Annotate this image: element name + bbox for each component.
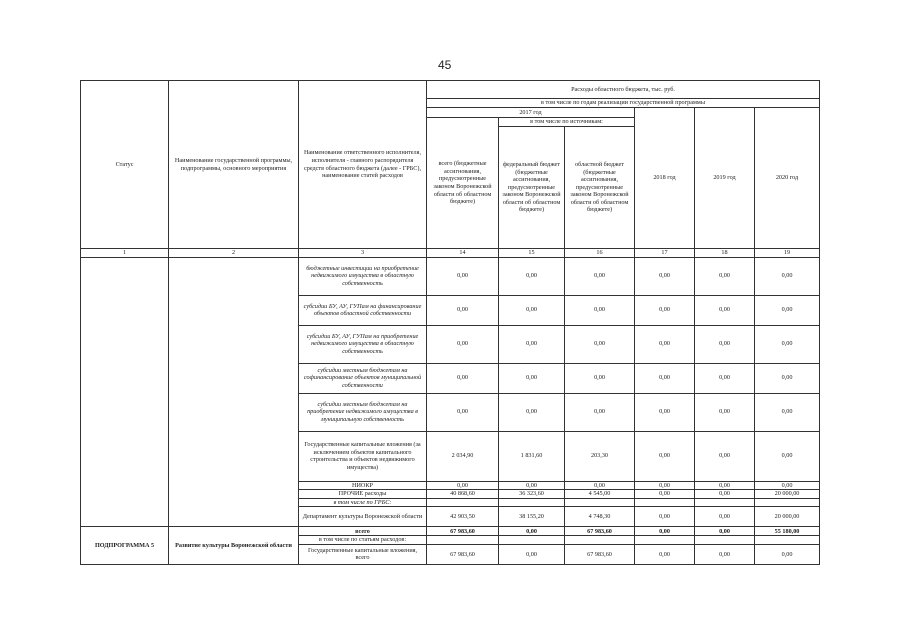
row-name: бюджетные инвестиции на приобретение недвижимого имущества в областную собственность	[299, 257, 427, 295]
value-cell: 0,00	[427, 295, 499, 325]
value-cell: 0,00	[755, 363, 820, 393]
value-cell: 0,00	[695, 481, 755, 490]
value-cell: 0,00	[635, 527, 695, 536]
value-cell: 0,00	[635, 431, 695, 481]
value-cell: 0,00	[695, 257, 755, 295]
value-cell: 0,00	[499, 527, 565, 536]
value-cell-empty	[755, 536, 820, 545]
value-cell: 0,00	[755, 431, 820, 481]
value-cell: 0,00	[635, 363, 695, 393]
table-row	[81, 257, 820, 295]
col-num-15: 15	[499, 249, 565, 258]
value-cell: 67 983,60	[565, 527, 635, 536]
subprogram-status: ПОДПРОГРАММА 5	[81, 527, 169, 565]
row-name: субсидии местным бюджетам на приобретение недвижимого имущества в муниципальную собственность	[299, 393, 427, 431]
col-num-17: 17	[635, 249, 695, 258]
value-cell: 0,00	[635, 507, 695, 527]
value-cell: 0,00	[565, 481, 635, 490]
row-name: субсидии БУ, АУ, ГУПам на финансирование объектов областной собственности	[299, 295, 427, 325]
row-name: Государственные капитальные вложения (за исключением объектов капитального строительства и объектов недвижимого имущества)	[299, 431, 427, 481]
value-cell: 36 323,60	[499, 490, 565, 499]
value-cell-empty	[635, 536, 695, 545]
subprogram-name: Развитие культуры Воронежской области	[169, 527, 299, 565]
value-cell: 0,00	[695, 295, 755, 325]
value-cell: 0,00	[695, 431, 755, 481]
header-federal: федеральный бюджет (бюджетные ассигнования, предусмотренные законом Воронежской области об областном бюджете)	[499, 127, 565, 249]
value-cell: 0,00	[499, 544, 565, 564]
header-2017: 2017 год	[427, 108, 635, 118]
header-2019: 2019 год	[695, 108, 755, 249]
header-executor: Наименование ответственного исполнителя, исполнителя - главного распорядителя средств областного бюджета (далее - ГРБС), наименование статей расходов	[299, 81, 427, 249]
value-cell: 0,00	[565, 363, 635, 393]
value-cell: 0,00	[635, 481, 695, 490]
value-cell: 0,00	[565, 393, 635, 431]
value-cell: 67 983,60	[427, 544, 499, 564]
row-name: субсидии местным бюджетам на софинансирование объектов муниципальной собственности	[299, 363, 427, 393]
header-total: всего (бюджетные ассигнования, предусмотренные законом Воронежской области об областном бюджете)	[427, 118, 499, 249]
value-cell: 0,00	[499, 257, 565, 295]
value-cell-empty	[499, 536, 565, 545]
status-cell-empty	[81, 257, 169, 527]
value-cell: 0,00	[755, 325, 820, 363]
value-cell-empty	[695, 536, 755, 545]
row-name: Государственные капитальные вложения, всего	[299, 544, 427, 564]
budget-table	[80, 80, 820, 565]
value-cell: 0,00	[635, 295, 695, 325]
col-num-14: 14	[427, 249, 499, 258]
page-number: 45	[438, 58, 452, 72]
value-cell: 0,00	[499, 481, 565, 490]
value-cell: 0,00	[635, 393, 695, 431]
value-cell: 203,30	[565, 431, 635, 481]
value-cell: 0,00	[635, 490, 695, 499]
value-cell: 0,00	[695, 527, 755, 536]
col-num-18: 18	[695, 249, 755, 258]
value-cell: 67 983,60	[565, 544, 635, 564]
value-cell: 0,00	[755, 393, 820, 431]
col-num-19: 19	[755, 249, 820, 258]
value-cell: 0,00	[755, 257, 820, 295]
value-cell: 0,00	[499, 295, 565, 325]
value-cell: 67 983,60	[427, 527, 499, 536]
value-cell: 55 180,00	[755, 527, 820, 536]
value-cell: 0,00	[695, 393, 755, 431]
value-cell: 0,00	[565, 325, 635, 363]
value-cell: 0,00	[499, 393, 565, 431]
value-cell: 0,00	[635, 325, 695, 363]
value-cell-empty	[499, 498, 565, 507]
value-cell: 1 831,60	[499, 431, 565, 481]
header-2018: 2018 год	[635, 108, 695, 249]
value-cell: 0,00	[499, 325, 565, 363]
value-cell-empty	[635, 498, 695, 507]
row-name: в том числе по ГРБС:	[299, 498, 427, 507]
value-cell-empty	[427, 498, 499, 507]
value-cell: 38 155,20	[499, 507, 565, 527]
row-name: всего	[299, 527, 427, 536]
value-cell: 4 748,30	[565, 507, 635, 527]
value-cell: 0,00	[755, 544, 820, 564]
header-status: Статус	[81, 81, 169, 249]
value-cell: 42 903,50	[427, 507, 499, 527]
value-cell: 0,00	[755, 295, 820, 325]
value-cell: 0,00	[565, 295, 635, 325]
row-name: в том числе по статьям расходов:	[299, 536, 427, 545]
header-2020: 2020 год	[755, 108, 820, 249]
value-cell: 0,00	[695, 325, 755, 363]
value-cell: 0,00	[695, 544, 755, 564]
program-cell-empty	[169, 257, 299, 527]
value-cell: 0,00	[635, 544, 695, 564]
header-regional: областной бюджет (бюджетные ассигнования, предусмотренные законом Воронежской области об областном бюджете)	[565, 127, 635, 249]
value-cell: 0,00	[427, 393, 499, 431]
header-expenses: Расходы областного бюджета, тыс. руб.	[427, 81, 820, 99]
value-cell: 0,00	[695, 507, 755, 527]
col-num-2: 2	[169, 249, 299, 258]
value-cell-empty	[565, 498, 635, 507]
value-cell: 40 868,60	[427, 490, 499, 499]
table-row	[81, 527, 820, 536]
value-cell: 0,00	[427, 481, 499, 490]
row-name: Департамент культуры Воронежской области	[299, 507, 427, 527]
value-cell: 0,00	[635, 257, 695, 295]
header-by-sources: в том числе по источникам:	[499, 118, 635, 127]
value-cell: 0,00	[755, 481, 820, 490]
value-cell-empty	[755, 498, 820, 507]
value-cell-empty	[565, 536, 635, 545]
value-cell-empty	[427, 536, 499, 545]
row-name: НИОКР	[299, 481, 427, 490]
value-cell: 4 545,00	[565, 490, 635, 499]
value-cell: 0,00	[695, 490, 755, 499]
header-by-years: в том числе по годам реализации государственной программы	[427, 99, 820, 108]
row-name: субсидии БУ, АУ, ГУПам на приобретение недвижимого имущества в областную собственность	[299, 325, 427, 363]
value-cell: 20 000,00	[755, 490, 820, 499]
value-cell: 0,00	[427, 363, 499, 393]
value-cell: 20 000,00	[755, 507, 820, 527]
row-name: ПРОЧИЕ расходы	[299, 490, 427, 499]
value-cell: 0,00	[695, 363, 755, 393]
col-num-16: 16	[565, 249, 635, 258]
value-cell: 0,00	[427, 257, 499, 295]
value-cell: 0,00	[499, 363, 565, 393]
col-num-1: 1	[81, 249, 169, 258]
value-cell: 0,00	[427, 325, 499, 363]
value-cell-empty	[695, 498, 755, 507]
header-program-name: Наименование государственной программы, подпрограммы, основного мероприятия	[169, 81, 299, 249]
col-num-3: 3	[299, 249, 427, 258]
value-cell: 2 034,90	[427, 431, 499, 481]
value-cell: 0,00	[565, 257, 635, 295]
